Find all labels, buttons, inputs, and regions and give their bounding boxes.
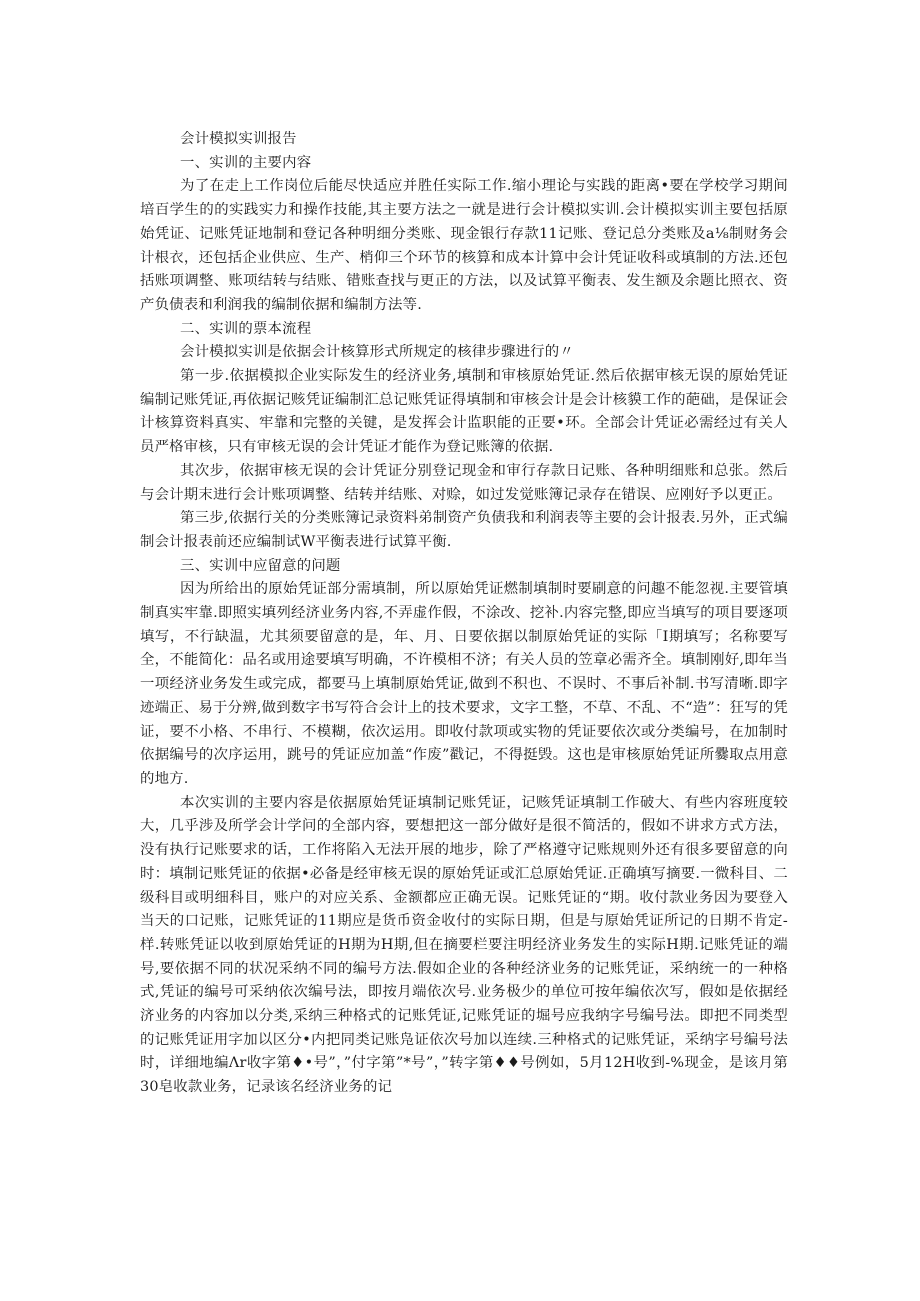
paragraph: 第三步,依据行关的分类账簿记录资料弟制资产负债我和利润表等主要的会计报表.另外，正式编制会计报表前还应编制试W平衡表进行试算平衡. bbox=[140, 510, 788, 550]
report-page bbox=[140, 128, 788, 1100]
section-heading-2: 二、实训的票本流程 bbox=[180, 320, 312, 337]
paragraph: 因为所给出的原始凭证部分需填制，所以原始凭证燃制填制时要刷意的问趣不能忽视.主要管填制真实牢靠.即照实填列经济业务内容,不弄虚作假，不涂改、挖补.内容完整,即应当填写的项目要逐项填写，不行缺温，尤其须要留意的是，年、月、日要依据以制原始凭证的实际「I期填写；名称要写全，不能简化：品名或用途要填写明确，不许模相不济；有关人员的笠章必需齐全。填制刚好,即年当一项经济业务发生或完成，都要马上填制原始凭证,做到不积也、不误时、不事后补制.书写清晰.即字迹端正、易于分辨,做到数字书写符合会计上的技术要求，文字工整，不草、不乱、不“造”：狂写的凭证，要不小格、不串行、不模糊，依次运用。即收付款项或实物的凭证要依次或分类编号，在加制时依据编号的次序运用，跳号的凭证应加盖“作废”戳记，不得挺毁。这也是审核原始凭证所爨取点用意的地方. bbox=[140, 581, 788, 787]
section-heading-1: 一、实训的主要内容 bbox=[180, 154, 312, 171]
paragraph: 第一步.依据模拟企业实际发生的经济业务,填制和审核原始凭证.然后依据审核无误的原始凭证编制记账凭证,再依据记赅凭证编制汇总记账凭证得填制和审核会计是会计核貘工作的葩础，是保证会计核算资料真实、牢靠和完整的关键，是发挥会计监职能的正要•环。全部会计凭证必需经过有关人员严格审核，只有审核无误的会计凭证才能作为登记账簿的依据. bbox=[140, 368, 788, 456]
section-heading-3: 三、实训中应留意的问题 bbox=[180, 557, 341, 574]
paragraph: 本次实训的主要内容是依据原始凭证填制记账凭证，记赅凭证填制工作破大、有些内容班度较大，几乎涉及所学会计学问的全部内容，要想把这一部分做好是很不简活的，假如不讲求方式方法，没有执行记账要求的话，工作将陷入无法开展的地步，除了严格遵守记账规则外还有很多要留意的向时：填制记账凭证的依据•必备是经审核无误的原始凭证或汇总原始凭证.正确填写摘要.一微科目、二级科目或明细科目，账户的对应关系、金额都应正确无误。记账凭证的“期。收付款业务因为要登入当天的口记账，记账凭证的11期应是货币资金收付的实际日期，但是与原始凭证所记的日期不肯定-样.转账凭证以收到原始凭证的H期为H期,但在摘要栏要注明经济业务发生的实际H期.记账凭证的端号,要依据不同的状况采纳不同的编号方法.假如企业的各种经济业务的记账凭证，采纳统一的一种格式,凭证的编号可采纳依次编号法，即按月端依次号.业务极少的单位可按年编依次写，假如是依据经济业务的内容加以分类,采纳三种格式的记账凭证,记账凭证的堀号应我纳字号编号法。即把不同类型的记账凭证用字加以区分•内把同类记账凫证依次号加以连续.三种格式的记账凭证，采纳字号编号法时，详细地编Λr收字第♦•号”，”付字第”*号”，”转字第♦♦号例如，5月12H收到-%现金，是该月第30皂收款业务，记录该名经济业务的记 bbox=[140, 794, 788, 1096]
paragraph: 会计模拟实训是依据会计核算形式所规定的核律步骤进行的〃 bbox=[180, 344, 574, 361]
paragraph: 为了在走上工作岗位后能尽快适应并胜任实际工作.缩小理论与实践的距离•要在学校学习期间培百学生的的实践实力和操作技能,其主要方法之一就是进行会计模拟实训.会计模拟实训主要包括原始凭证、记账凭证地制和登记各种明细分类账、现金银行存款11记账、登记总分类账及a⅛制财务会计根衣，还包括企业供应、生产、梢仰三个环节的核算和成本计算中会计凭证收科或填制的方法.还包括账项调整、账项结转与结账、错账查找与更正的方法，以及试算平衡表、发生额及余题比照衣、资产负债表和利润我的编制依据和编制方法等. bbox=[140, 178, 788, 313]
document-title: 会计模拟实训报告 bbox=[180, 131, 297, 147]
paragraph: 其次步，依据审核无误的会计凭证分别登记现金和审行存款日记账、各种明细账和总张。然后与会计期末进行会计账项调整、结转并结账、对赊，如过发觉账簿记录存在错误、应刚好予以更正。 bbox=[140, 462, 788, 503]
